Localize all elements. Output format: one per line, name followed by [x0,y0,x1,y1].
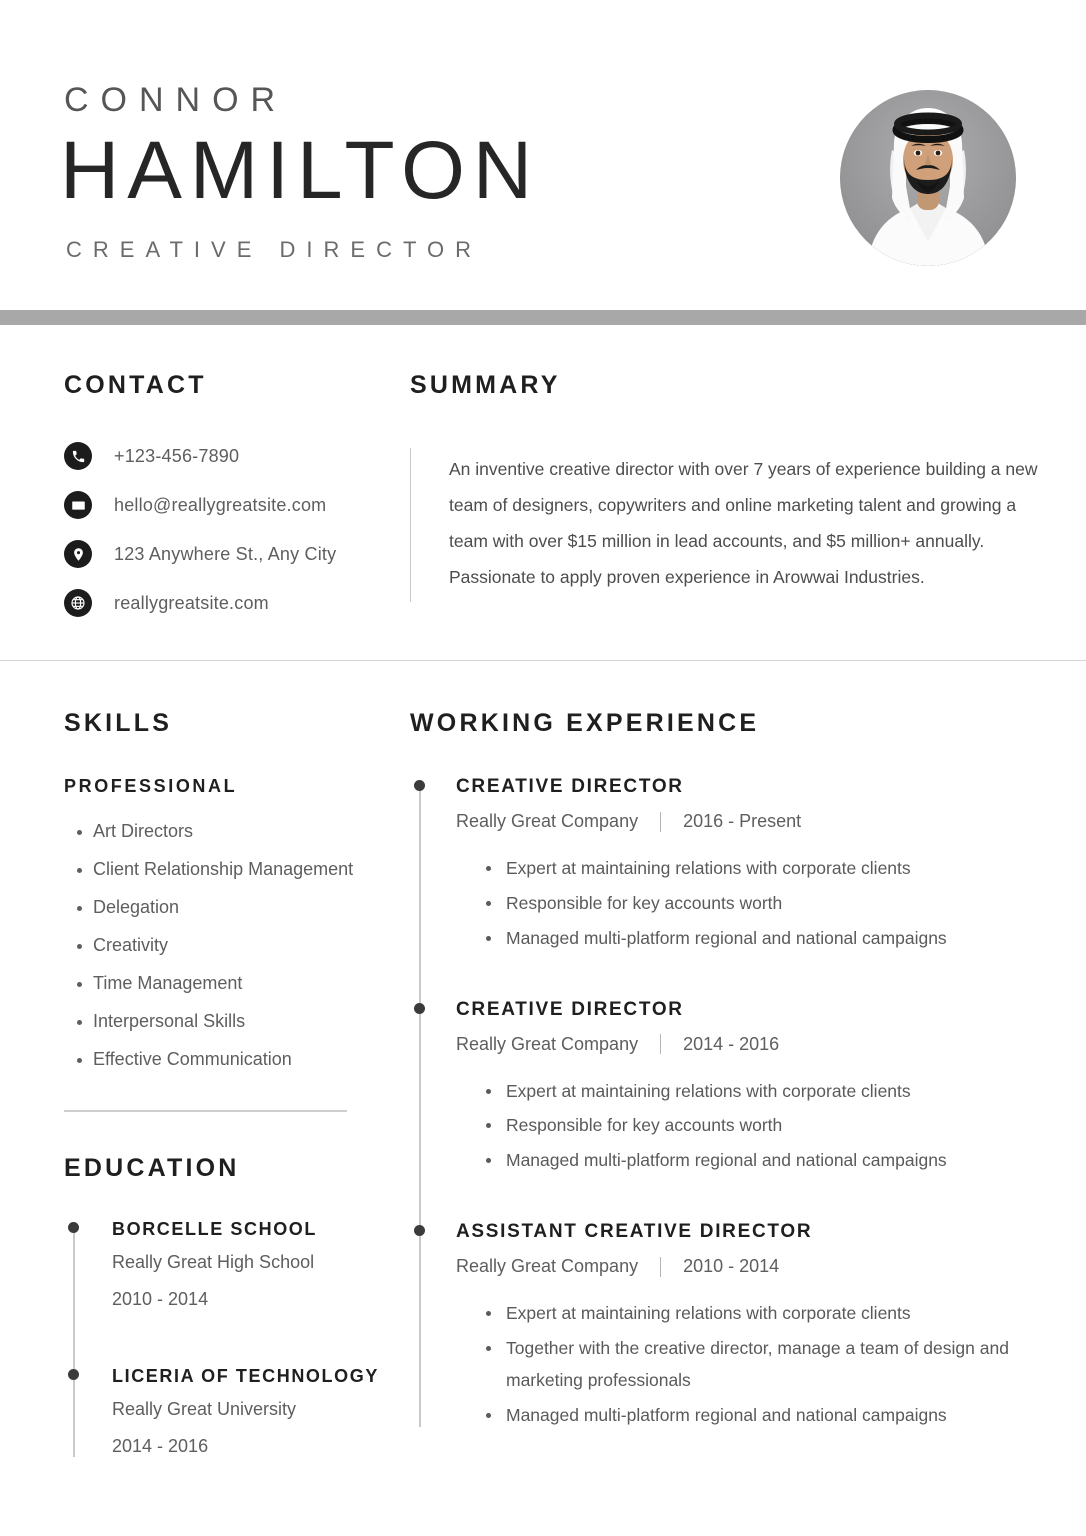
summary-column [400,371,1086,660]
experience-entry [410,1221,1040,1431]
experience-dates: 2016 - Present [683,811,802,831]
experience-dates: 2014 - 2016 [683,1033,780,1054]
education-years: 2014 - 2016 [112,1435,209,1456]
contact-item-phone[interactable] [64,442,400,470]
contact-item-website[interactable] [64,589,400,617]
resume-header [0,0,1086,310]
list-item: Expert at maintaining relations with corporate clients [482,853,1040,885]
contact-item-email[interactable] [64,491,400,519]
experience-bullets [456,1076,1040,1178]
list-item: Managed multi-platform regional and national campaigns [482,1400,1040,1432]
list-item: Expert at maintaining relations with corporate clients [482,1298,1040,1330]
education-heading: EDUCATION [64,1153,240,1182]
list-item: Interpersonal Skills [64,1011,400,1032]
list-item: Delegation [64,897,400,918]
experience-company: Really Great Company [456,811,639,831]
contact-heading: CONTACT [64,371,207,399]
list-item: Time Management [64,973,400,994]
list-item: Client Relationship Management [64,859,400,880]
meta-separator [660,812,661,832]
last-name: HAMILTON [60,125,541,217]
skills-list [64,821,400,1070]
experience-entry [410,776,1040,955]
contact-value-phone: +123-456-7890 [114,445,240,466]
header-accent-bar [0,310,1086,325]
meta-separator [660,1034,661,1054]
education-timeline [64,1219,400,1457]
skills-heading: SKILLS [64,709,173,737]
list-item: Managed multi-platform regional and national campaigns [482,1145,1040,1177]
name-block [60,72,541,263]
meta-separator [660,1257,661,1277]
experience-heading: WORKING EXPERIENCE [410,709,760,737]
experience-timeline [410,776,1040,1431]
experience-column [400,709,1086,1457]
job-title: CREATIVE DIRECTOR [66,237,482,263]
email-icon [64,491,92,519]
list-item: Creativity [64,935,400,956]
first-name: CONNOR [64,81,288,119]
education-school: BORCELLE SCHOOL [112,1218,318,1239]
experience-role: CREATIVE DIRECTOR [456,998,684,1020]
experience-meta [456,1034,1040,1055]
contact-value-address: 123 Anywhere St., Any City [114,543,337,564]
contact-value-email: hello@reallygreatsite.com [114,494,327,515]
experience-role: ASSISTANT CREATIVE DIRECTOR [456,1221,813,1243]
list-item: Expert at maintaining relations with corporate clients [482,1076,1040,1108]
contact-value-website: reallygreatsite.com [114,592,269,613]
location-icon [64,540,92,568]
experience-company: Really Great Company [456,1256,639,1277]
experience-meta [456,1256,1040,1277]
list-item: Responsible for key accounts worth [482,888,1040,920]
list-item: Effective Communication [64,1049,400,1070]
skills-education-divider [64,1110,347,1112]
portrait-photo [840,90,1016,266]
summary-text: An inventive creative director with over 7 years of experience building a new team of designers, copywriters and online marketing talent and growing a team with over $15 million in lead accounts, and $5 million+ annually. Passionate to apply proven experience in Arowwai Industries. [449,459,1038,587]
education-program: Really Great High School [112,1251,315,1272]
summary-heading: SUMMARY [410,371,561,399]
education-entry [64,1219,400,1310]
experience-role: CREATIVE DIRECTOR [456,776,684,797]
lower-section [0,661,1086,1457]
experience-dates: 2010 - 2014 [683,1256,780,1277]
experience-bullets [456,1298,1040,1431]
portrait-illustration [840,90,1016,266]
phone-icon [64,442,92,470]
list-item: Responsible for key accounts worth [482,1110,1040,1142]
list-item: Managed multi-platform regional and national campaigns [482,923,1040,955]
upper-section [0,325,1086,660]
contact-list [64,442,400,617]
skills-subheading: PROFESSIONAL [64,776,238,796]
contact-item-address[interactable] [64,540,400,568]
summary-body [410,448,1038,602]
experience-entry [410,999,1040,1178]
list-item: Art Directors [64,821,400,842]
experience-meta [456,811,1040,832]
education-program: Really Great University [112,1398,297,1419]
contact-column [0,371,400,660]
experience-bullets [456,853,1040,955]
experience-company: Really Great Company [456,1033,639,1054]
list-item: Together with the creative director, manage a team of design and marketing professionals [482,1333,1040,1397]
education-school: LICERIA OF TECHNOLOGY [112,1365,379,1386]
website-icon [64,589,92,617]
education-years: 2010 - 2014 [112,1288,209,1309]
skills-education-column [0,709,400,1457]
education-entry [64,1366,400,1457]
